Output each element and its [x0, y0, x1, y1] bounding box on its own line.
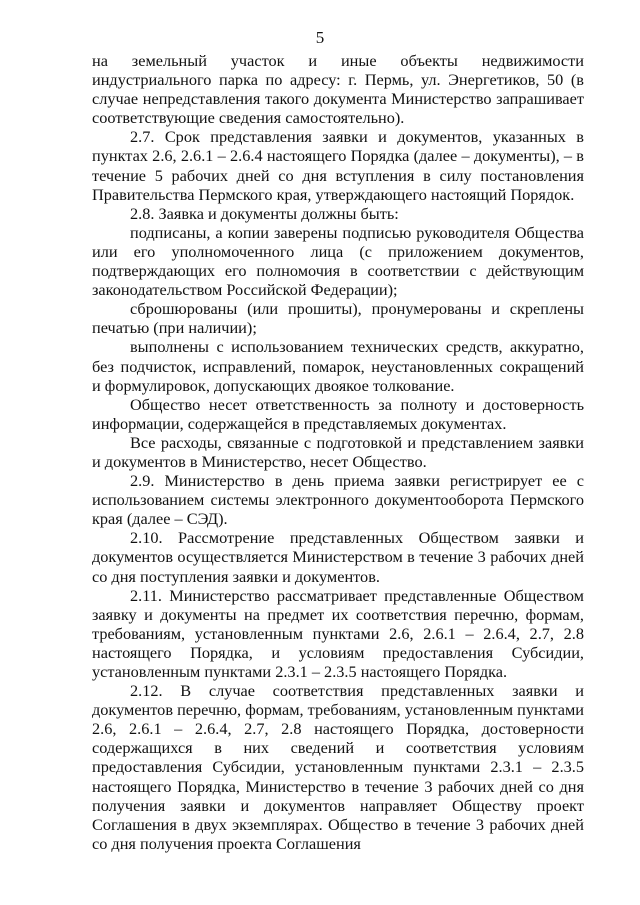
paragraph-expenses: Все расходы, связанные с подготовкой и представлением заявки и документов в Министерство, несет Общество. — [92, 432, 584, 471]
page-number: 5 — [315, 28, 325, 47]
paragraph-2-8: 2.8. Заявка и документы должны быть: — [130, 203, 399, 223]
paragraph-2-10: 2.10. Рассмотрение представленных Обществом заявки и документов осуществляется Министерством в течение 3 рабочих дней со дня поступления заявки и документов. — [92, 528, 584, 586]
paragraph-bound: сброшюрованы (или прошиты), пронумерованы и скреплены печатью (при наличии); — [92, 299, 584, 338]
paragraph-2-12: 2.12. В случае соответствия представленных заявки и документов перечню, формам, требованиям, установленным пунктами 2.6, 2.6.1 – 2.6.4, 2.7, 2.8 настоящего Порядка, достоверности содержащихся в них сведений и соответствия условиям предоставления Субсидии, установленным пунктами 2.3.1 – 2.3.5 настоящего Порядка, Министерство в течение 3 рабочих дней со дня получения заявки и документов направляет Обществу проект Соглашения в двух экземплярах. Общество в течение 3 рабочих дней со дня получения проекта Соглашения — [92, 681, 584, 853]
paragraph-1: на земельный участок и иные объекты недвижимости индустриального парка по адресу: г. Пермь, ул. Энергетиков, 50 (в случае непредставления такого документа Министерство запрашивает соответствующие сведения самостоятельно). — [92, 51, 584, 128]
paragraph-2-7: 2.7. Срок представления заявки и документов, указанных в пунктах 2.6, 2.6.1 – 2.6.4 настоящего Порядка (далее – документы), – в течение 5 рабочих дней со дня вступления в силу постановления Правительства Пермского края, утверждающего настоящий Порядок. — [92, 127, 584, 204]
paragraph-2-11: 2.11. Министерство рассматривает представленные Обществом заявку и документы на предмет их соответствия перечню, формам, требованиям, установленным пунктами 2.6, 2.6.1 – 2.6.4, 2.7, 2.8 настоящего Порядка, и условиям предоставления Субсидии, установленным пунктами 2.3.1 – 2.3.5 настоящего Порядка. — [92, 585, 584, 681]
paragraph-2-9: 2.9. Министерство в день приема заявки регистрирует ее с использованием системы электронного документооборота Пермского края (далее – СЭД). — [92, 471, 584, 529]
paragraph-signed: подписаны, а копии заверены подписью руководителя Общества или его уполномоченного лица (с приложением документов, подтверждающих его полномочия в соответствии с действующим законодательством Российской Федерации); — [92, 222, 584, 300]
paragraph-executed: выполнены с использованием технических средств, аккуратно, без подчисток, исправлений, помарок, неустановленных сокращений и формулировок, допускающих двоякое толкование. — [92, 337, 584, 395]
paragraph-responsibility: Общество несет ответственность за полноту и достоверность информации, содержащейся в представляемых документах. — [92, 394, 584, 433]
document-body — [92, 51, 584, 853]
